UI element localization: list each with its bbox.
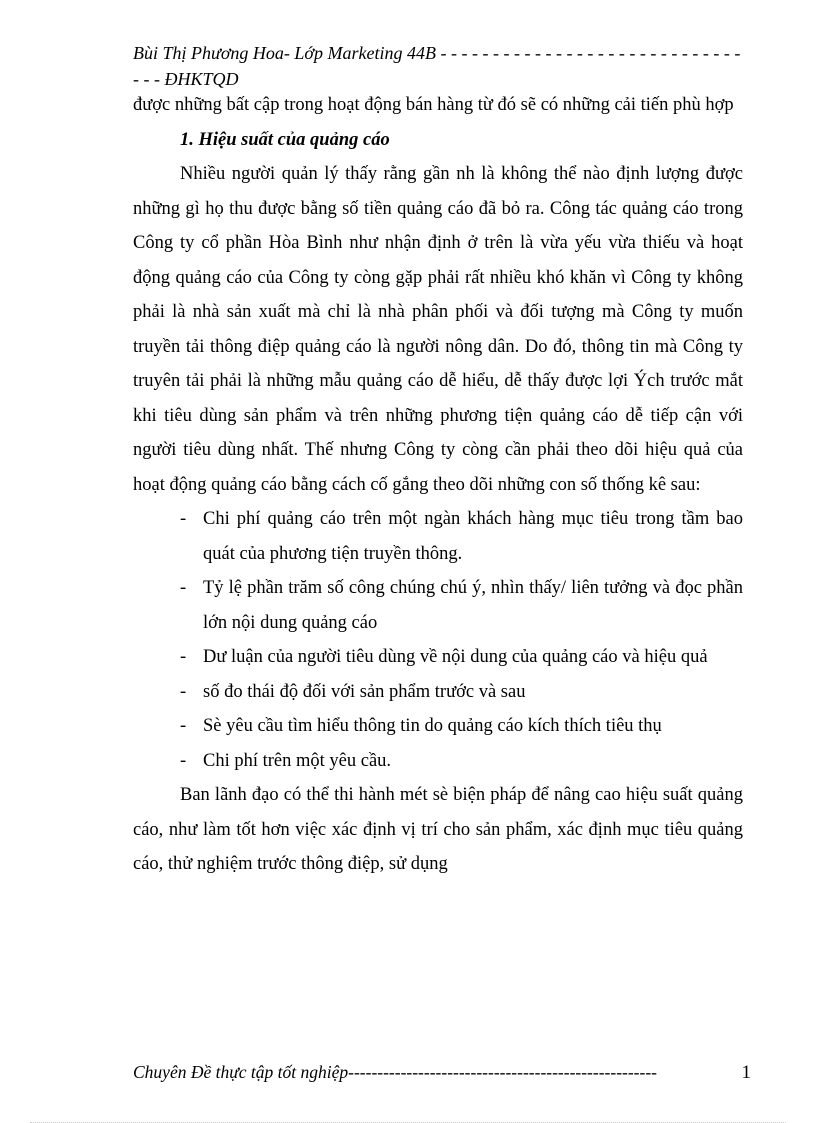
statistics-list bbox=[133, 502, 743, 778]
footer-text: Chuyên Đề thực tập tốt nghiệp----------------------------------------------------- bbox=[133, 1062, 657, 1082]
paragraph-improvement-measures: Ban lãnh đạo có thể thi hành mét sè biện pháp để nâng cao hiệu suất quảng cáo, như làm tốt hơn việc xác định vị trí cho sản phẩm, xác định mục tiêu quảng cáo, thử nghiệm trước thông điệp, sử dụng bbox=[133, 785, 743, 874]
bullet-marker: - bbox=[180, 578, 187, 598]
list-item bbox=[133, 571, 743, 640]
running-footer bbox=[133, 1062, 751, 1088]
list-item-text: Tỷ lệ phần trăm số công chúng chú ý, nhìn thấy/ liên tưởng và đọc phần lớn nội dung quảng cáo bbox=[203, 578, 743, 633]
paragraph-continued: được những bất cập trong hoạt động bán hàng từ đó sẽ có những cải tiến phù hợp bbox=[133, 95, 734, 115]
page-number: 1 bbox=[741, 1062, 751, 1083]
list-item-text: Sè yêu cầu tìm hiểu thông tin do quảng cáo kích thích tiêu thụ bbox=[203, 716, 662, 736]
list-item bbox=[133, 502, 743, 571]
bullet-marker: - bbox=[180, 716, 187, 736]
list-item-text: Dư luận của người tiêu dùng về nội dung của quảng cáo và hiệu quả bbox=[203, 647, 708, 667]
bullet-marker: - bbox=[180, 647, 187, 667]
bullet-marker: - bbox=[180, 750, 187, 771]
section-heading: 1. Hiệu suất của quảng cáo bbox=[180, 129, 390, 150]
list-item bbox=[133, 640, 743, 675]
list-item-text: Chi phí quảng cáo trên một ngàn khách hàng mục tiêu trong tầm bao quát của phương tiện truyền thông. bbox=[203, 509, 743, 564]
running-header: Bùi Thị Phương Hoa- Lớp Marketing 44B - - - - - - - - - - - - - - - - - - - - - - - - - - - - - - - - ĐHKTQD bbox=[133, 43, 741, 89]
list-item bbox=[133, 675, 743, 710]
paragraph-advertising-efficiency: Nhiều người quản lý thấy rằng gần nh là không thể nào định lượng được những gì họ thu được bằng số tiền quảng cáo đã bỏ ra. Công tác quảng cáo trong Công ty cổ phần Hòa Bình như nhận định ở trên là vừa yếu vừa thiếu và hoạt động quảng cáo của Công ty còng gặp phải rất nhiều khó khăn vì Công ty không phải là nhà sản xuất mà chỉ là nhà phân phối và đối tượng mà Công ty muốn truyền tải thông điệp quảng cáo là người nông dân. Do đó, thông tin mà Công ty truyên tải phải là những mẫu quảng cáo dễ hiểu, dễ thấy được lợi Ých trước mắt khi tiêu dùng sản phẩm và trên những phương tiện quảng cáo dễ tiếp cận với người tiêu dùng nhất. Thế nhưng Công ty còng cần phải theo dõi hiệu quả của hoạt động quảng cáo bằng cách cố gắng theo dõi những con số thống kê sau: bbox=[133, 164, 743, 495]
list-item bbox=[133, 744, 743, 779]
page-body bbox=[133, 88, 743, 882]
bullet-marker: - bbox=[180, 509, 187, 529]
list-item-text: Chi phí trên một yêu cầu. bbox=[203, 750, 392, 771]
list-item bbox=[133, 709, 743, 744]
list-item-text: số đo thái độ đối với sản phẩm trước và sau bbox=[203, 681, 526, 702]
bullet-marker: - bbox=[180, 681, 187, 702]
